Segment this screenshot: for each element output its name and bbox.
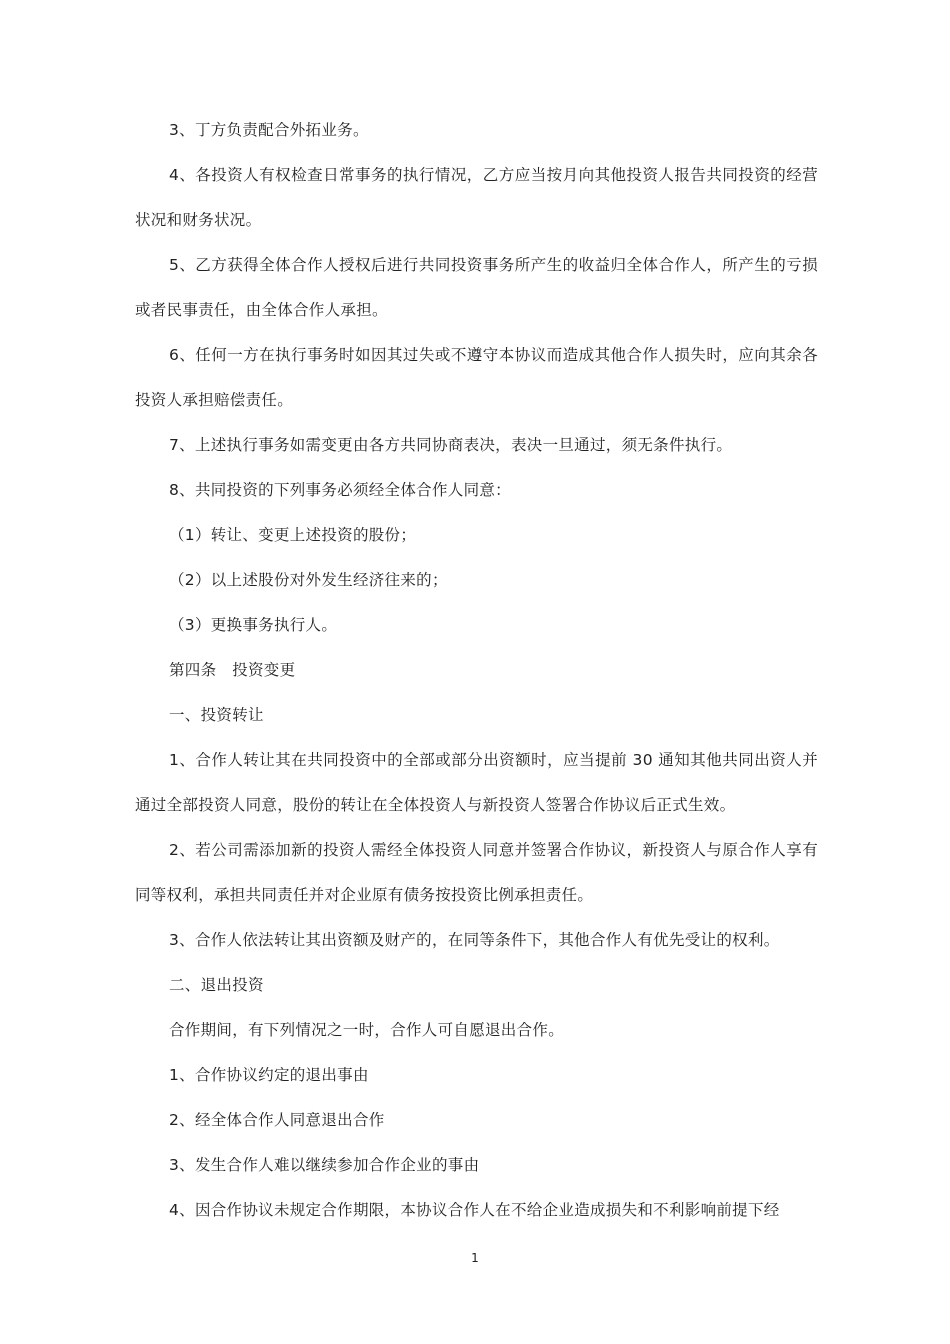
- paragraph: 3、合作人依法转让其出资额及财产的，在同等条件下，其他合作人有优先受让的权利。: [169, 931, 780, 949]
- list-item: 1、合作协议约定的退出事由: [169, 1066, 369, 1084]
- section-heading: 一、投资转让: [169, 706, 264, 724]
- list-item: 2、经全体合作人同意退出合作: [169, 1111, 385, 1129]
- paragraph: 1、合作人转让其在共同投资中的全部或部分出资额时，应当提前 30 通知其他共同出资人并通过全部投资人同意，股份的转让在全体投资人与新投资人签署合作协议后正式生效。: [135, 751, 818, 814]
- paragraph: 合作期间，有下列情况之一时，合作人可自愿退出合作。: [169, 1021, 565, 1039]
- page-number: 1: [471, 1251, 479, 1265]
- list-item: 4、因合作协议未规定合作期限，本协议合作人在不给企业造成损失和不利影响前提下经: [169, 1201, 780, 1219]
- paragraph: 6、任何一方在执行事务时如因其过失或不遵守本协议而造成其他合作人损失时，应向其余各投资人承担赔偿责任。: [135, 346, 818, 409]
- document-body: [135, 108, 818, 1233]
- paragraph: 7、上述执行事务如需变更由各方共同协商表决，表决一旦通过，须无条件执行。: [169, 436, 733, 454]
- list-item: （1）转让、变更上述投资的股份；: [169, 526, 417, 544]
- list-item: 3、发生合作人难以继续参加合作企业的事由: [169, 1156, 480, 1174]
- paragraph: 5、乙方获得全体合作人授权后进行共同投资事务所产生的收益归全体合作人，所产生的亏损或者民事责任，由全体合作人承担。: [135, 256, 818, 319]
- article-heading: 第四条 投资变更: [169, 661, 296, 679]
- paragraph: 4、各投资人有权检查日常事务的执行情况，乙方应当按月向其他投资人报告共同投资的经营状况和财务状况。: [135, 166, 818, 229]
- section-heading: 二、退出投资: [169, 976, 264, 994]
- list-item: （2）以上述股份对外发生经济往来的；: [169, 571, 448, 589]
- list-item: （3）更换事务执行人。: [169, 616, 338, 634]
- paragraph: 8、共同投资的下列事务必须经全体合作人同意：: [169, 481, 511, 499]
- paragraph: 2、若公司需添加新的投资人需经全体投资人同意并签署合作协议，新投资人与原合作人享有同等权利，承担共同责任并对企业原有债务按投资比例承担责任。: [135, 841, 818, 904]
- paragraph: 3、丁方负责配合外拓业务。: [169, 121, 369, 139]
